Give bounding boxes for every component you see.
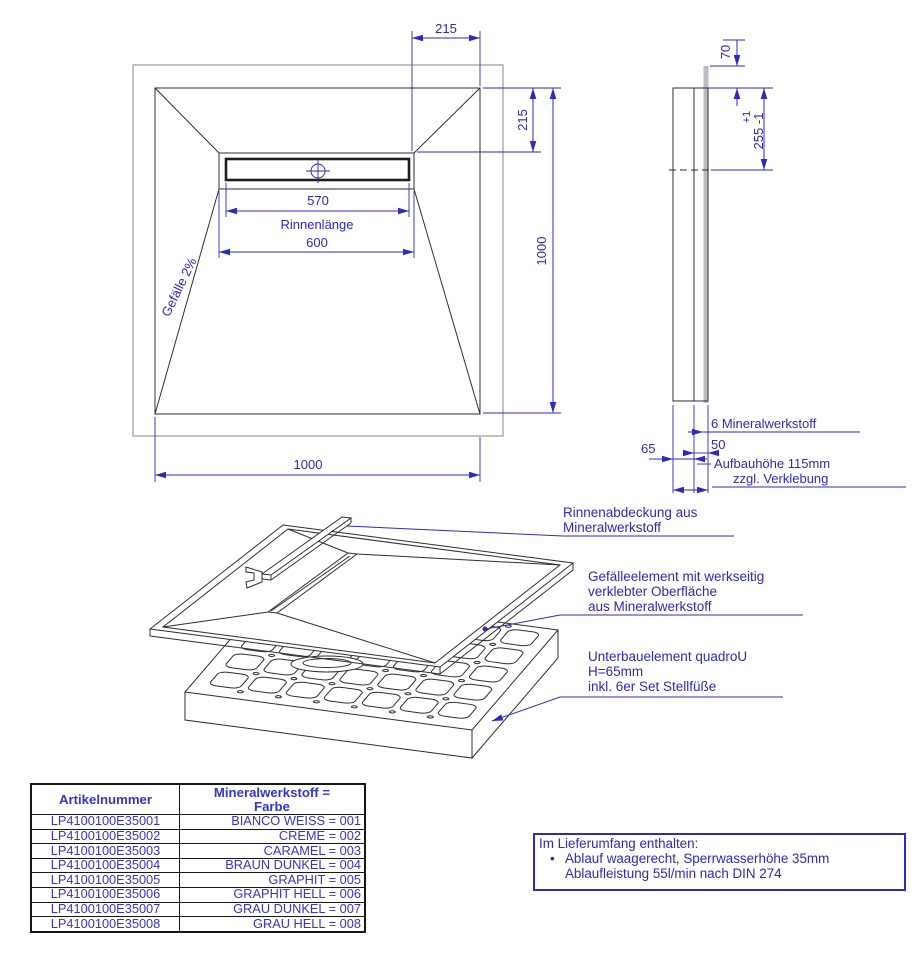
- dim-height: 1000: [534, 236, 549, 266]
- cell-artikelnummer: LP4100100E35001: [31, 815, 180, 830]
- table-row: [31, 815, 365, 830]
- header-artikelnummer: Artikelnummer: [31, 784, 180, 815]
- dim-width: 1000: [293, 457, 323, 472]
- side-view: [641, 40, 906, 493]
- label-slope-line3: aus Mineralwerkstoff: [588, 599, 712, 614]
- scope-title: Im Lieferumfang enthalten:: [539, 836, 699, 851]
- label-base-line1: Unterbauelement quadroU: [588, 649, 748, 664]
- scope-item-line1: Ablauf waagerecht, Sperrwasserhöhe 35mm: [565, 851, 830, 866]
- cell-artikelnummer: LP4100100E35002: [31, 829, 180, 844]
- element-profile: [673, 88, 708, 401]
- table-row: [31, 917, 365, 932]
- label-base-line2: H=65mm: [588, 664, 644, 679]
- cell-artikelnummer: LP4100100E35004: [31, 858, 180, 873]
- dim-base: 65: [641, 441, 656, 456]
- cell-artikelnummer: LP4100100E35006: [31, 887, 180, 902]
- table-row: [31, 844, 365, 859]
- cell-farbe: CREME = 002: [180, 829, 366, 844]
- cell-artikelnummer: LP4100100E35008: [31, 917, 180, 932]
- cell-farbe: GRAU HELL = 008: [180, 917, 366, 932]
- header-farbe-line2: Farbe: [254, 798, 290, 814]
- dim-channel-inner: 570: [307, 193, 329, 208]
- cell-artikelnummer: LP4100100E35003: [31, 844, 180, 859]
- label-cover-line2: Mineralwerkstoff: [563, 520, 662, 535]
- cell-farbe: CARAMEL = 003: [180, 844, 366, 859]
- cell-farbe: BIANCO WEISS = 001: [180, 815, 366, 830]
- cell-farbe: GRAU DUNKEL = 007: [180, 902, 366, 917]
- cell-artikelnummer: LP4100100E35005: [31, 873, 180, 888]
- table-row: [31, 887, 365, 902]
- table-row: [31, 873, 365, 888]
- drain-channel: [226, 159, 409, 180]
- label-slope-line2: verklebter Oberfläche: [588, 584, 718, 599]
- bullet-icon: •: [550, 851, 555, 866]
- label-cover-line1: Rinnenabdeckung aus: [563, 505, 698, 520]
- dim-top-offset: 215: [435, 21, 457, 36]
- height-note-line2: zzgl. Verklebung: [733, 471, 829, 486]
- dim-core: 50: [711, 437, 726, 452]
- header-farbe: [180, 784, 366, 815]
- dim-top: 70: [718, 44, 733, 60]
- cell-farbe: GRAPHIT HELL = 006: [180, 887, 366, 902]
- cell-artikelnummer: LP4100100E35007: [31, 902, 180, 917]
- cell-farbe: BRAUN DUNKEL = 004: [180, 858, 366, 873]
- article-table: [30, 783, 366, 933]
- scope-item-text: [565, 851, 829, 881]
- layer-note: 6 Mineralwerkstoff: [711, 416, 817, 431]
- table-row: [31, 858, 365, 873]
- label-slope-line1: Gefälleelement mit werkseitig: [588, 569, 765, 584]
- dim-side-offset: 215: [515, 109, 530, 131]
- scope-item: [539, 851, 902, 881]
- channel-length-label: Rinnenlänge: [280, 217, 354, 232]
- leader-dot: [483, 627, 488, 632]
- plan-view: [133, 21, 561, 482]
- dim-channel-outer: 600: [306, 235, 328, 250]
- label-base-line3: inkl. 6er Set Stellfüße: [588, 679, 717, 694]
- scope-of-delivery-box: [533, 833, 906, 891]
- table-header-row: [31, 784, 365, 815]
- table-row: [31, 829, 365, 844]
- leader-cover: [347, 526, 734, 536]
- height-note-line1: Aufbauhöhe 115mm: [714, 456, 831, 471]
- cell-farbe: GRAPHIT = 005: [180, 873, 366, 888]
- tolerance-plus: +1: [741, 110, 753, 124]
- scope-item-line2: Ablaufleistung 55l/min nach DIN 274: [565, 866, 782, 881]
- table-row: [31, 902, 365, 917]
- slope-label: Gefälle 2%: [158, 255, 200, 319]
- leader-base: [492, 697, 783, 721]
- exploded-view: [150, 505, 803, 758]
- dim-drain-position: 255 -1: [751, 112, 766, 150]
- header-farbe-line1: Mineralwerkstoff =: [213, 785, 331, 801]
